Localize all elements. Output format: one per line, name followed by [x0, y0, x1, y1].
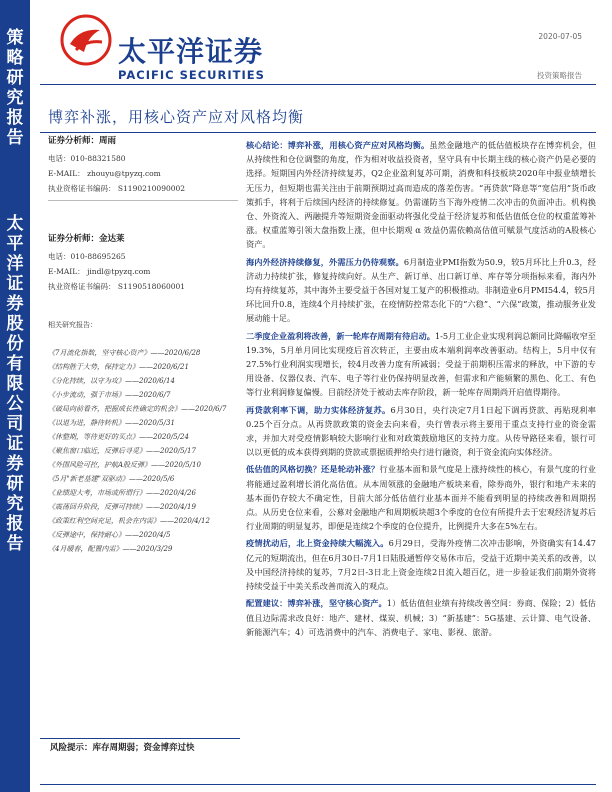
analyst-divider — [48, 200, 238, 201]
paragraph-lead: 再贷款利率下调，助力实体经济复苏。 — [246, 404, 391, 415]
related-report-link[interactable]: 《小步流动，强于市场》——2020/6/7 — [48, 391, 171, 399]
related-report-link[interactable]: 《7月流化指数，坚守核心资产》——2020/6/28 — [48, 349, 201, 357]
sidebar-char: 券 — [6, 294, 24, 314]
paragraph-text: 行业基本面和景气度是上涨持续性的核心，有景气度的行业将能通过盈利增长消化高估值。从本周领涨的金融地产板块来看，除券商外，银行和地产未来的基本面仍存较大不确定性，目前大部分低估值行业基本面并不能看到明显的持续改善和周期拐点。从历史仓位来看，公募对金融地产和周期板块超3个季度的仓位有所提升去于宏观经济复苏后行业周期的明显复苏，即便是连续2个季度的仓位提升，比例提升大多在5%左右。 — [246, 464, 596, 532]
analyst-phone: 电话：010-88695265 — [48, 252, 126, 261]
logo-chinese-name: 太平洋证券 — [118, 35, 264, 68]
related-report-link[interactable]: 《外围风险可控，护航A股反弹》——2020/5/10 — [48, 461, 201, 469]
sidebar-char: 有 — [6, 354, 24, 374]
sidebar-char: 报 — [6, 108, 24, 128]
analyst-license: 执业资格证书编码： S1190518060001 — [48, 282, 186, 291]
report-type: 投资策略报告 — [537, 71, 582, 80]
paragraph-text: 6月制造业PMI指数为50.9，较5月环比上升0.3，经济动力持续扩张，修复持续向好。从生产、新订单、出口新订单、库存等分项指标来看，海内外均有持续复苏，其中海外主要受益于各国对复工复产的积极推动。非制造业6月PMI54.4，较5月环比回升0.8，连续4个月持续扩张，在疫情防控常态化下的“六稳”、“六保”政策，推动服务业发展动能十足。 — [246, 256, 596, 324]
sidebar-char: 略 — [6, 48, 24, 68]
body-paragraph — [246, 255, 596, 326]
related-reports-header: 相关研究报告： — [48, 321, 97, 329]
report-date: 2020-07-05 — [538, 32, 582, 41]
paragraph-lead: 海内外经济持续修复，外需压力仍待观察。 — [246, 256, 404, 267]
analyst-email[interactable]: E-MAIL： zhouyu@tpyzq.com — [48, 169, 161, 178]
body-paragraph — [246, 403, 596, 460]
footer-divider — [40, 784, 596, 785]
body-paragraph — [246, 536, 596, 593]
related-report-link[interactable]: 《政策红利空间充足，机会在内需》——2020/4/12 — [48, 517, 210, 525]
sidebar-char: 研 — [6, 68, 24, 88]
related-report-link[interactable]: 《聚焦窗口临近，反弹后寻觅》——2020/5/17 — [48, 447, 196, 455]
sidebar-char: 报 — [6, 514, 24, 534]
sidebar-char: 证 — [6, 434, 24, 454]
paragraph-lead: 核心结论：博弈补涨，用核心资产应对风格均衡。 — [246, 140, 430, 150]
analyst-block — [48, 232, 238, 294]
analyst-name: 证券分析师：周雨 — [48, 136, 117, 146]
paragraph-text: 1-5月工业企业实现利润总额同比降幅收窄至19.3%，5月单月同比实现疫后首次转正，主要由成本端利润率改善驱动。结构上，5月中仅有27.5%行业利润实现增长，较4月改善力度有所减弱；受益于前期积压需求的释放，中下游的专用设备、仪器仪表、汽车、电子等行业仍保持明显改善，但需求和产能频繁的黑色、化工、有色等行业利润修复偏慢。目前经济处于被动去库存阶段，新一轮库存周期尚开启值得期待。 — [246, 330, 596, 398]
related-report-link[interactable]: 《分化持续，以守为攻》——2020/6/14 — [48, 377, 175, 385]
body-paragraph — [246, 329, 596, 400]
sidebar-char: 司 — [6, 414, 24, 434]
sidebar-company — [0, 214, 30, 554]
related-report-link[interactable]: 《破局向前看齐，把握成长性确定的机会》——2020/6/7 — [48, 405, 227, 413]
sidebar-char: 策 — [6, 28, 24, 48]
company-logo-icon — [60, 14, 112, 66]
paragraph-lead: 低估值的风格切换？还是轮动补涨？ — [246, 464, 380, 475]
header-divider — [40, 84, 596, 85]
body-paragraph — [246, 138, 596, 252]
analyst-email[interactable]: E-MAIL： jindl@tpyzq.com — [48, 267, 151, 276]
sidebar-char: 股 — [6, 314, 24, 334]
analyst-license: 执业资格证书编码： S1190210090002 — [48, 184, 186, 193]
related-report-link[interactable]: 《结构胜于大势，保持定力》——2020/6/21 — [48, 363, 189, 371]
page-title: 博弈补涨，用核心资产应对风格均衡 — [48, 108, 305, 126]
sidebar-char: 限 — [6, 374, 24, 394]
related-report-link[interactable]: 《业绩迎大考，市场或所谓行》——2020/4/26 — [48, 489, 196, 497]
body-paragraph — [246, 462, 596, 533]
sidebar-char: 太 — [6, 214, 24, 234]
body-paragraph — [246, 596, 596, 639]
sidebar-char: 证 — [6, 274, 24, 294]
report-body — [246, 138, 596, 642]
sidebar-char: 告 — [6, 534, 24, 554]
sidebar-char: 份 — [6, 334, 24, 354]
sidebar-char: 究 — [6, 494, 24, 514]
paragraph-text: 6月30日，央行决定7月1日起下调再贷款、再贴现利率0.25个百分点。从再贷款政策的资金去向来看，央行曾表示将主要用于重点支持行业的资金需求，并加大对受疫情影响较大影响行业和对政策鼓励地区的支持力度。从传导路径来看，银行可以以更低的成本获得到期的贷款或票据质押给央行进行融资，利于资金流向实体经济。 — [246, 404, 596, 458]
analyst-block — [48, 134, 238, 201]
related-report-link[interactable]: 《反弹途中，保持耐心》——2020/4/5 — [48, 531, 171, 539]
related-report-link[interactable]: 《5月"新老基建"双驱动》——2020/5/6 — [48, 475, 175, 483]
sidebar-char: 平 — [6, 234, 24, 254]
sidebar-char: 券 — [6, 454, 24, 474]
paragraph-lead: 二季度企业盈利将改善，新一轮库存周期有待启动。 — [246, 330, 435, 341]
paragraph-lead: 配置建议：博弈补涨，坚守核心资产。 — [246, 598, 387, 609]
related-report-link[interactable]: 《以退为进，静待转机》——2020/5/31 — [48, 419, 175, 427]
sidebar-char: 公 — [6, 394, 24, 414]
title-divider — [40, 132, 596, 133]
analyst-name: 证券分析师：金达莱 — [48, 234, 125, 244]
sidebar-char: 研 — [6, 474, 24, 494]
paragraph-text: 1）低估值但业绩有持续改善空间：券商、保险；2）低估值且边际需求改良好：地产、建材、煤炭、机械；3）“新基建”：5G基建、云计算、电气设备、新能源汽车；4）可选消费中的汽车、消费电子、家电、影视、旅游。 — [246, 598, 596, 637]
related-reports — [48, 318, 238, 556]
sidebar-char: 究 — [6, 88, 24, 108]
sidebar-report-type — [0, 28, 30, 148]
sidebar-char: 洋 — [6, 254, 24, 274]
related-report-link[interactable]: 《休整期，等待更好的买点》——2020/5/24 — [48, 433, 189, 441]
related-report-link[interactable]: 《4月暖春，配置内需》——2020/3/29 — [48, 545, 173, 553]
paragraph-lead: 疫情扰动后，北上资金持续大幅流入。 — [246, 538, 389, 549]
related-report-link[interactable]: 《震荡回升阶段，反弹可持续》——2020/4/19 — [48, 503, 196, 511]
sidebar-char: 告 — [6, 128, 24, 148]
analyst-phone: 电话：010-88321580 — [48, 154, 126, 163]
paragraph-text: 6月29日，受海外疫情二次冲击影响，外资确实有14.47亿元的短期流出，但在6月30日-7月1日陆股通暂停交易休市后，受益于近期中美关系的改善，以及中国经济持续的复苏，7月2日-3日北上资金连续2日流入超百亿，进一步验证我们前期外资将持续受益于中美关系改善而流入的观点。 — [246, 538, 596, 592]
logo-english-name: PACIFIC SECURITIES — [118, 68, 265, 82]
risk-warning: 风险提示：库存周期弱；资金博弈过快 — [50, 743, 195, 753]
paragraph-text: 虽然金融地产的低估值板块存在博弈机会，但从持续性和仓位调整的角度，作为相对收益投资者，坚守具有中长期主线的核心资产仍是必要的选择。短期国内外经济持续复苏，Q2企业盈利复苏可期，消费和科技板块2020年中报业绩增长无压力，但短期也需关注由于前期预期过高而造成的落差伤害。“再贷款”降息等“宽信用”货币政策抓手，将利于后续国内经济的持续修复。仍需谨防当下海外疫情二次冲击的负面冲击。机构换仓、外资流入、两融提升等短期资金面驱动将强化受益于经济复苏和低估值低仓位的权重蓝筹补涨。权重蓝筹引领大盘指数上涨，但中长期观 α 效益仍需依赖高估值可赋景气度活动的A股核心资产。 — [246, 140, 596, 250]
risk-divider — [40, 738, 240, 739]
